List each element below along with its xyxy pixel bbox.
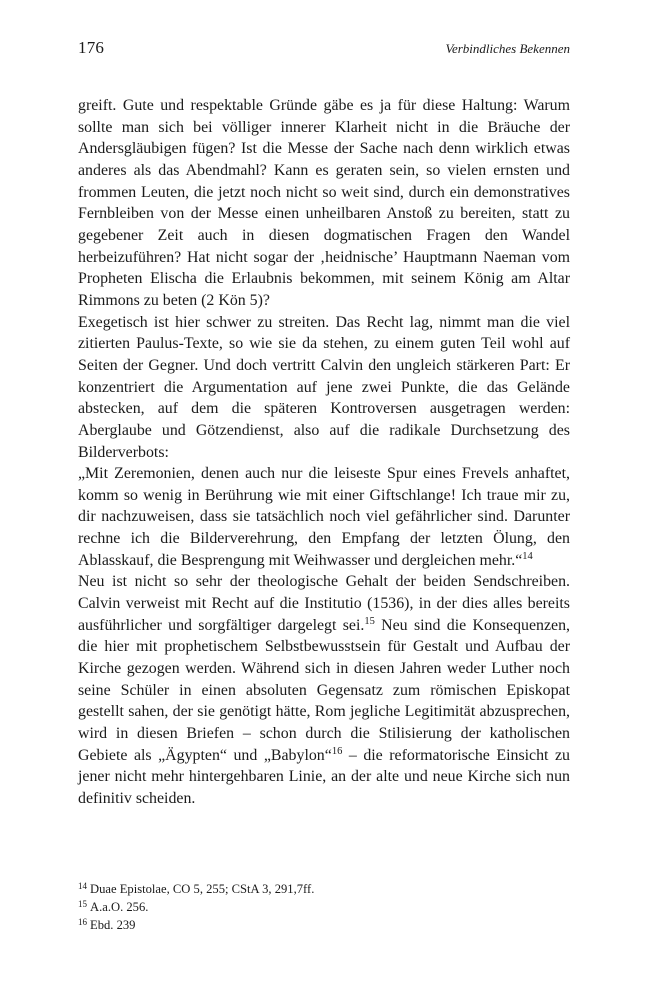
- page-number: 176: [78, 38, 105, 57]
- paragraph-4-part-3: – die reformatorische Einsicht zu jener nicht mehr hintergehbaren Linie, an der alte und neue Kirche sich nun definitiv scheiden.: [78, 746, 570, 807]
- paragraph-2: Exegetisch ist hier schwer zu streiten. Das Recht lag, nimmt man die viel zitierten Paulus-Texte, so wie sie da stehen, zu einem guten Teil wohl auf Seiten der Gegner. Und doch vertritt Calvin den ungleich stärkeren Part: Er konzentriert die Argumentation auf jene zwei Punkte, die das Gelände abstecken, auf dem die späteren Kontroversen ausgetragen werden: Aberglaube und Götzendienst, also auf die radikale Durchsetzung des Bilderverbots:: [78, 313, 570, 461]
- footnote-ref-16[interactable]: 16: [331, 745, 343, 757]
- quote-text: „Mit Zeremonien, denen auch nur die leiseste Spur eines Frevels anhaftet, komm so wenig in Berührung wie mit einer Giftschlange! Ich traue mir zu, dir nachzuweisen, dass sie tatsächlich noch viel gefährlicher sind. Darunter rechne ich die Bilderverehrung, den Empfang der letzten Ölung, den Ablasskauf, die Besprengung mit Weihwasser und dergleichen mehr.“: [78, 465, 570, 569]
- running-title: Verbindliches Bekennen: [445, 41, 570, 56]
- paragraph-4: [78, 571, 570, 809]
- page-header: [78, 38, 570, 62]
- footnote-ref-15[interactable]: 15: [364, 615, 375, 627]
- footnote-text: Ebd. 239: [90, 918, 136, 932]
- paragraph-4-part-2: Neu sind die Konsequenzen, die hier mit prophetischem Selbstbewusstsein für Gestalt und Aufbau der Kirche gezogen werden. Während sich in diesen Jahren weder Luther noch seine Schüler in einen absoluten Gegensatz zum römischen Episkopat gestellt sahen, der sie genötigt hätte, Rom jegliche Legitimität abzusprechen, wird in diesen Briefen – schon durch die Stilisierung der katholischen Gebiete als „Ägypten“ und „Babylon“: [78, 616, 570, 764]
- paragraph-4-part-1: Neu ist nicht so sehr der theologische Gehalt der beiden Sendschreiben. Calvin verweist mit Recht auf die Institutio (1536), in der dies alles bereits ausführlicher und sorgfältiger dargelegt sei.: [78, 573, 570, 634]
- footnote-14: 14 Duae Epistolae, CO 5, 255; CStA 3, 291,7ff.: [78, 881, 315, 896]
- footnote-text: Duae Epistolae, CO 5, 255; CStA 3, 291,7ff.: [90, 882, 315, 896]
- paragraph-1: greift. Gute und respektable Gründe gäbe es ja für diese Haltung: Warum sollte man sich bei völliger innerer Klarheit nicht in die Bräuche der Andersgläubigen fügen? Ist die Messe der Sache nach denn wirklich etwas anderes als das Abendmahl? Kann es geraten sein, so vielen ernsten und frommen Leuten, die jetzt noch nicht so weit sind, durch ein demonstratives Fernbleiben von der Messe einen unheilbaren Anstoß zu bereiten, statt zu gegebener Zeit auch in diesen dogmatischen Fragen den Wandel herbeizuführen? Hat nicht sogar der ‚heidnische’ Hauptmann Naeman vom Propheten Elischa die Erlaubnis bekommen, mit seinem König am Altar Rimmons zu beten (2 Kön 5)?: [78, 97, 570, 309]
- body-text: [78, 95, 570, 810]
- paragraph-3-quote: [78, 463, 570, 571]
- footnote-15: 15 A.a.O. 256.: [78, 899, 149, 914]
- footnote-16: 16 Ebd. 239: [78, 917, 136, 932]
- footnote-ref-14[interactable]: 14: [522, 550, 533, 562]
- footnote-text: A.a.O. 256.: [90, 900, 149, 914]
- footnotes: [78, 880, 570, 934]
